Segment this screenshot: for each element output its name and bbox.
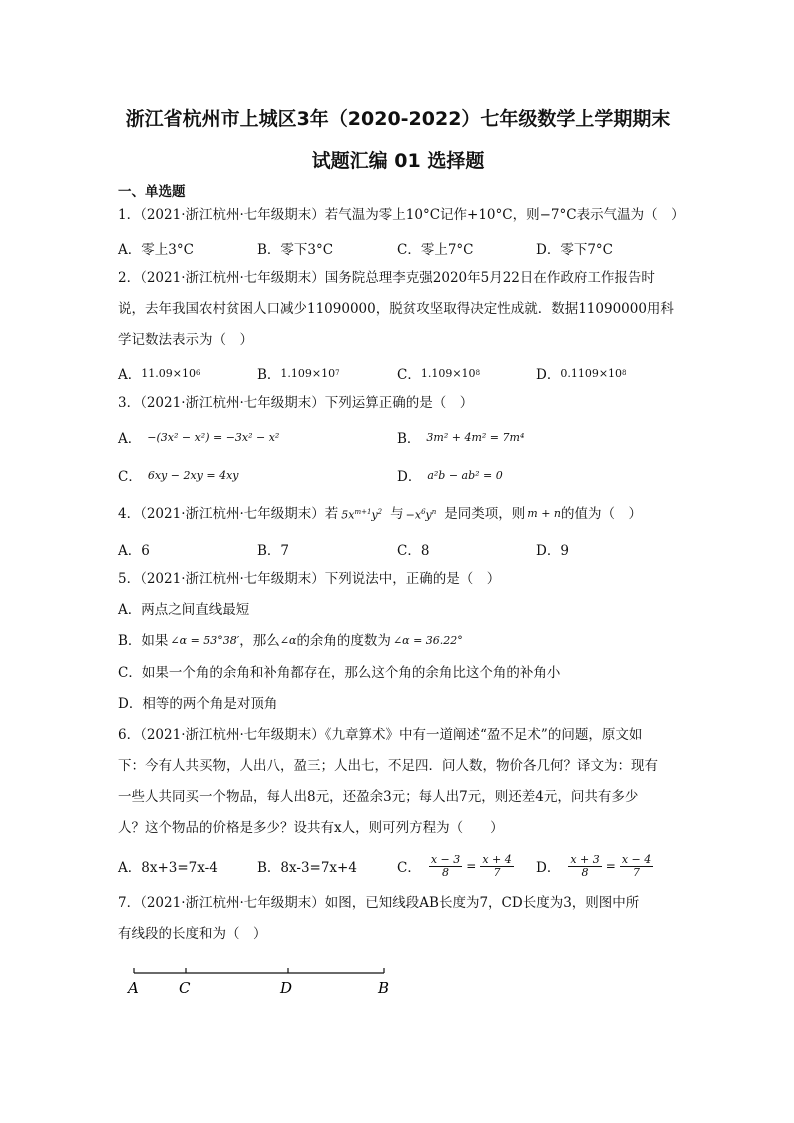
q3-option-c[interactable]: C． 6xy − 2xy = 4xy (118, 468, 239, 485)
title-line-2: 试题汇编 01 选择题 (311, 150, 485, 172)
q2-option-a[interactable]: A． 11.09×10 6 (118, 366, 201, 383)
q6-option-b[interactable]: B．8x-3=7x+4 (257, 860, 357, 876)
q1-options (118, 236, 678, 260)
q6-stem-line-4: 人？这个物品的价格是多少？设共有x人，则可列方程为（ ） (118, 820, 504, 836)
q3-option-d[interactable]: D． a²b − ab² = 0 (397, 468, 503, 485)
q6-options (118, 850, 678, 882)
q6-c-fraction-right: $\frac{x + 4}{7}$ (482, 852, 512, 879)
q6-stem-line-1: 6．（2021·浙江杭州·七年级期末）《九章算术》中有一道阐述“盈不足术”的问题，原文如 (118, 727, 643, 743)
segment-figure (120, 960, 410, 1000)
q7-stem-line-2: 有线段的长度和为（ ） (118, 926, 267, 942)
q6-stem-line-3: 一些人共同买一个物品，每人出8元，还盈余3元；每人出7元，则还差4元，问共有多少 (118, 789, 639, 805)
q6-stem-line-2: 下：今有人共买物，人出八，盈三；人出七，不足四．问人数，物价各几何？译文为：现有 (118, 758, 658, 774)
q3-options-row-1 (118, 425, 678, 449)
title-line-1: 浙江省杭州市上城区3年（2020-2022）七年级数学上学期期末 (125, 108, 671, 130)
q2-option-b[interactable]: B． 1.109×10 7 (257, 366, 340, 383)
q2-stem-line-3: 学记数法表示为（ ） (118, 332, 253, 348)
q5-option-c[interactable]: C．如果一个角的余角和补角都存在，那么这个角的余角比这个角的补角小 (118, 665, 561, 681)
q3-option-a[interactable]: A． −(3x² − x²) = −3x² − x² (118, 430, 280, 447)
q6-option-c[interactable]: C． $\frac{x - 3}{8}$ = $\frac{x + 4}{7}$ (397, 852, 512, 879)
q5-option-b[interactable]: B．如果 ∠α = 53°38′ ，那么 ∠α 的余角的度数为 ∠α = 36.22° (118, 633, 463, 649)
section-heading: 一、单选题 (118, 184, 186, 200)
q1-option-b[interactable]: B．零下3°C (257, 242, 334, 258)
q4-term-1: $5x^{m+1}y^2$ (341, 508, 383, 522)
q1-option-a[interactable]: A．零上3°C (118, 242, 194, 258)
q3-option-b[interactable]: B． 3m² + 4m² = 7m⁴ (397, 430, 525, 447)
q7-stem-line-1: 7．（2021·浙江杭州·七年级期末）如图，已知线段AB长度为7，CD长度为3，则图中所 (118, 895, 640, 911)
q2-stem-line-1: 2．（2021·浙江杭州·七年级期末）国务院总理李克强2020年5月22日在作政府工作报告时 (118, 270, 655, 286)
q4-term-2: $-x^6y^n$ (405, 508, 437, 522)
q4-stem: 4．（2021·浙江杭州·七年级期末）若 $5x^{m+1}y^2$ 与 $-x^6y^n$ 是同类项，则 m + n 的值为（ ） (118, 502, 678, 526)
q1-stem: 1．（2021·浙江杭州·七年级期末）若气温为零上10°C记作+10°C，则−7°C表示气温为（ ） (118, 207, 685, 223)
q2-option-c[interactable]: C． 1.109×10 8 (397, 366, 481, 383)
q4-option-d[interactable]: D．9 (536, 543, 569, 559)
q4-options (118, 537, 678, 561)
q6-d-fraction-left: $\frac{x + 3}{8}$ (570, 852, 600, 879)
q2-options (118, 361, 678, 385)
q3-options-row-2 (118, 463, 678, 487)
q4-option-a[interactable]: A．6 (118, 543, 150, 559)
q4-term-3: m + n (527, 506, 561, 520)
q4-option-b[interactable]: B．7 (257, 543, 290, 559)
q5-stem: 5．（2021·浙江杭州·七年级期末）下列说法中，正确的是（ ） (118, 571, 501, 587)
q5-option-a[interactable]: A．两点之间直线最短 (118, 602, 250, 618)
q4-option-c[interactable]: C．8 (397, 543, 430, 559)
q2-option-d[interactable]: D． 0.1109×10 8 (536, 366, 627, 383)
q2-stem-line-2: 说，去年我国农村贫困人口减少11090000，脱贫攻坚取得决定性成就．数据11090000用科 (118, 301, 674, 317)
q6-option-d[interactable]: D． $\frac{x + 3}{8}$ = $\frac{x - 4}{7}$ (536, 852, 652, 879)
label-d: D (280, 979, 293, 997)
label-c: C (179, 979, 191, 997)
q6-option-a[interactable]: A．8x+3=7x-4 (118, 860, 218, 876)
q1-option-d[interactable]: D．零下7°C (536, 242, 613, 258)
label-b: B (378, 979, 390, 997)
q6-c-fraction-left: $\frac{x - 3}{8}$ (430, 852, 461, 879)
q6-d-fraction-right: $\frac{x - 4}{7}$ (621, 852, 652, 879)
label-a: A (128, 979, 139, 997)
q1-option-c[interactable]: C．零上7°C (397, 242, 474, 258)
q5-option-d[interactable]: D．相等的两个角是对顶角 (118, 696, 278, 712)
q3-stem: 3．（2021·浙江杭州·七年级期末）下列运算正确的是（ ） (118, 395, 474, 411)
